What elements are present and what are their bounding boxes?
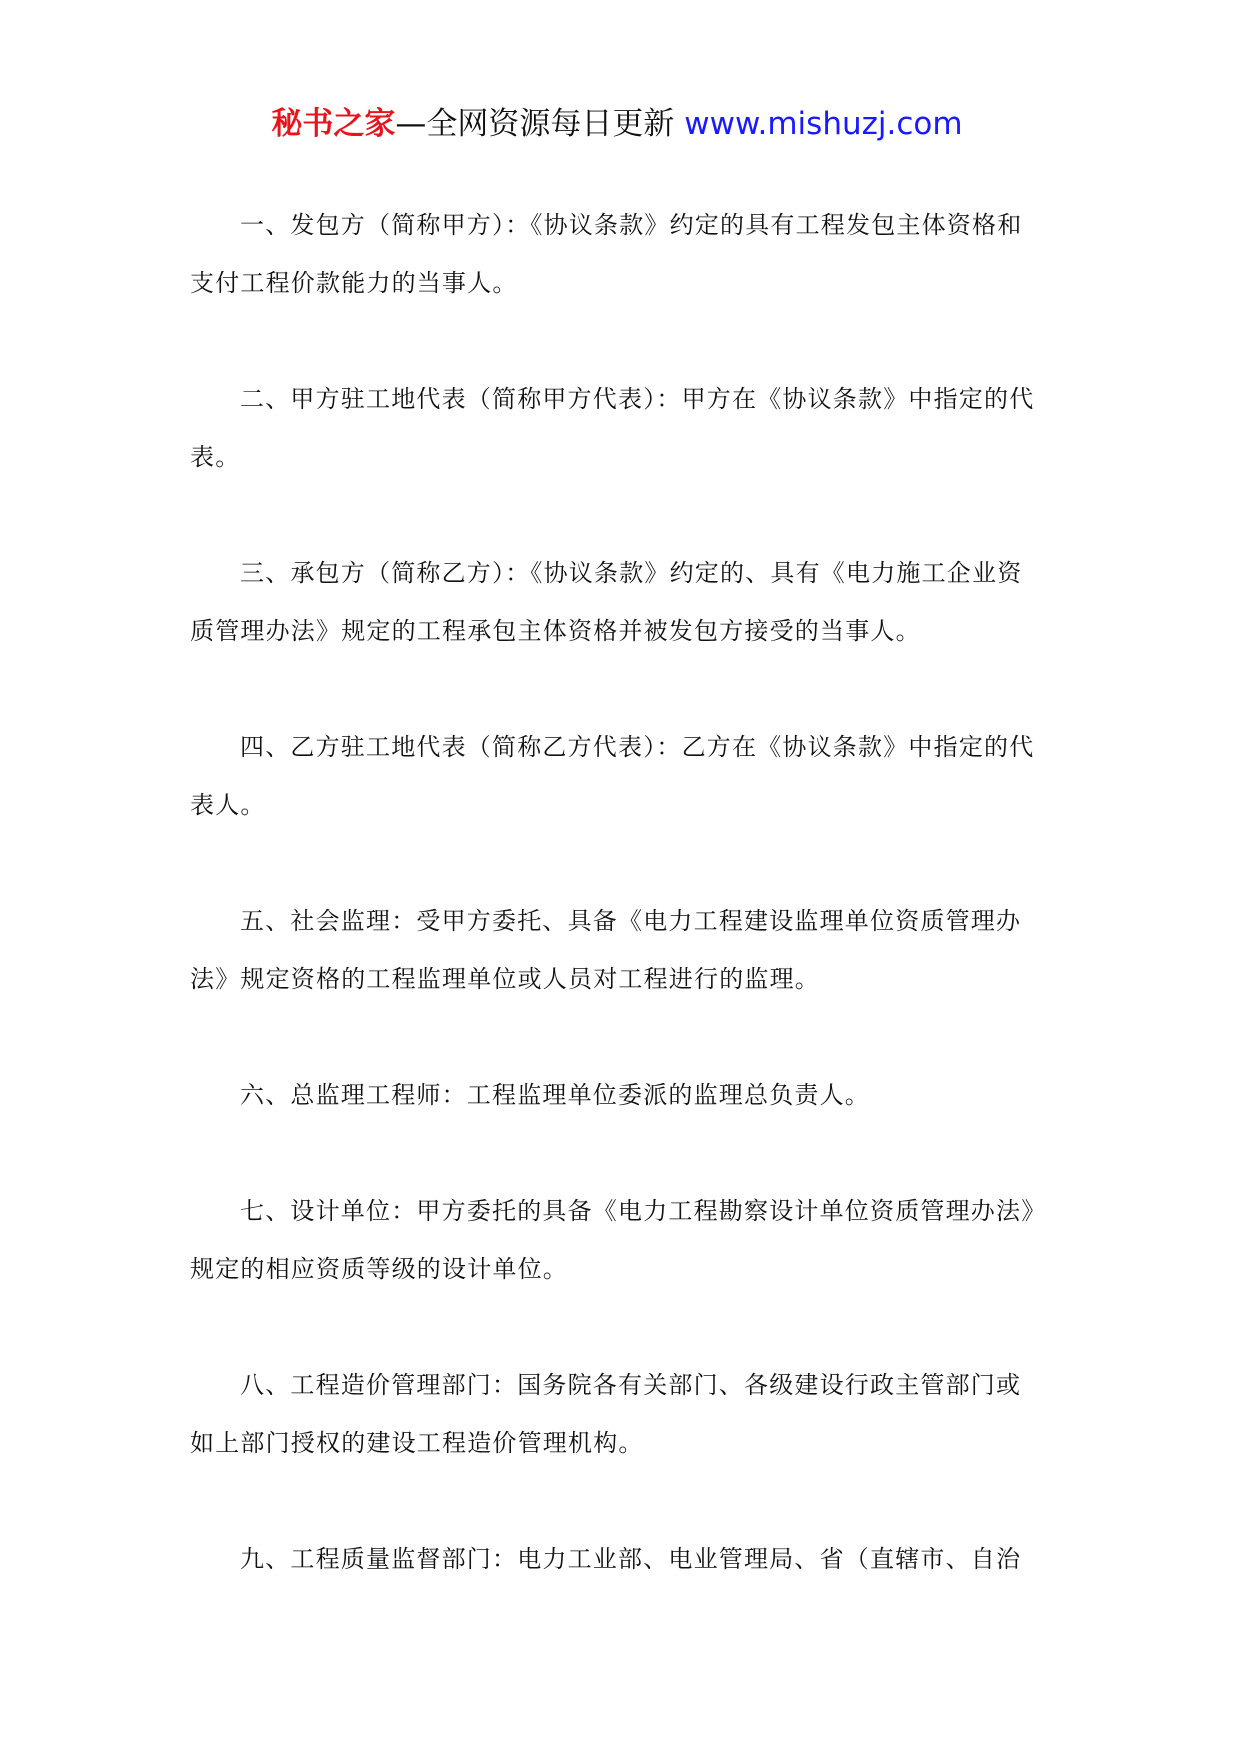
paragraph-7: 七、设计单位：甲方委托的具备《电力工程勘察设计单位资质管理办法》规定的相应资质等级的设计单位。 <box>190 1197 1035 1283</box>
paragraph-2: 二、甲方驻工地代表（简称甲方代表）：甲方在《协议条款》中指定的代表。 <box>190 385 1035 471</box>
paragraph-9: 九、工程质量监督部门：电力工业部、电业管理局、省（直辖市、自治 <box>240 1545 1022 1573</box>
brand-name: 秘书之家 <box>271 106 396 142</box>
website-link[interactable]: www.mishuzj.com <box>684 106 963 142</box>
paragraph-6: 六、总监理工程师：工程监理单位委派的监理总负责人。 <box>240 1081 870 1109</box>
paragraph-5: 五、社会监理：受甲方委托、具备《电力工程建设监理单位资质管理办法》规定资格的工程监理单位或人员对工程进行的监理。 <box>190 907 1022 993</box>
page-header <box>0 104 1234 144</box>
paragraph-3: 三、承包方（简称乙方）：《协议条款》约定的、具有《电力施工企业资质管理办法》规定的工程承包主体资格并被发包方接受的当事人。 <box>190 559 1023 645</box>
paragraph-4: 四、乙方驻工地代表（简称乙方代表）：乙方在《协议条款》中指定的代表人。 <box>190 733 1035 819</box>
header-slogan: —全网资源每日更新 <box>395 106 675 142</box>
paragraph-8: 八、工程造价管理部门：国务院各有关部门、各级建设行政主管部门或如上部门授权的建设工程造价管理机构。 <box>190 1371 1022 1457</box>
paragraph-1: 一、发包方（简称甲方）：《协议条款》约定的具有工程发包主体资格和支付工程价款能力的当事人。 <box>190 211 1023 297</box>
document-body <box>190 196 1046 1646</box>
